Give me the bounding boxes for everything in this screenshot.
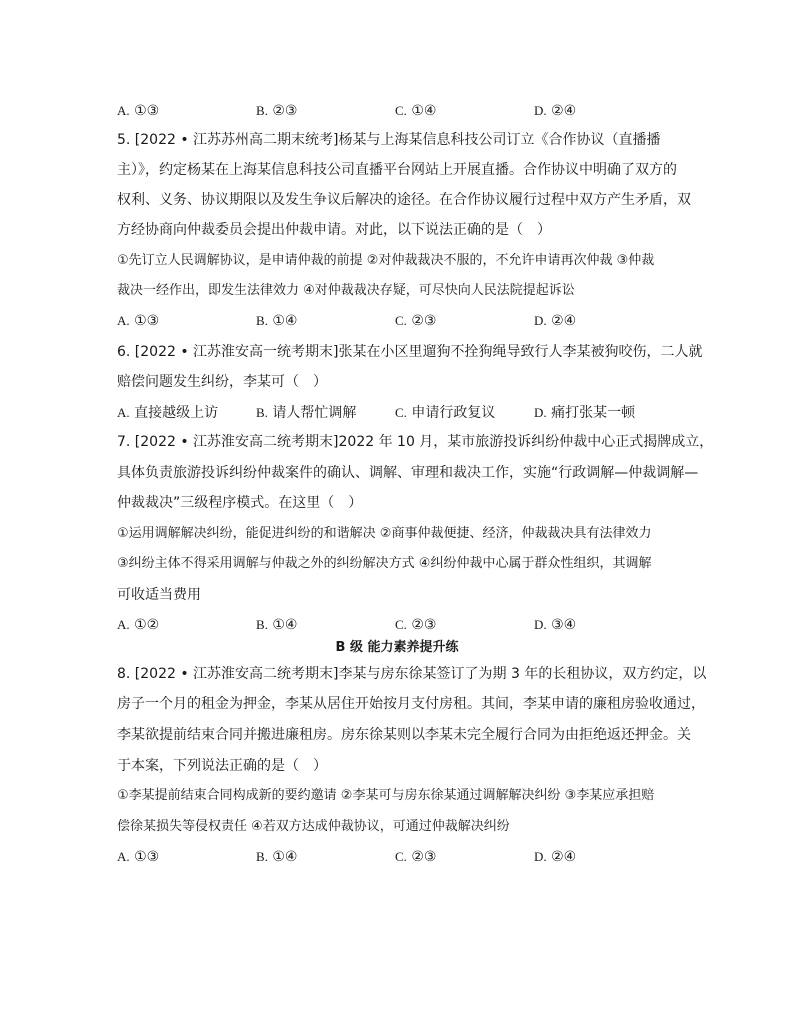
q7-stem-line: 仲裁裁决”三级程序模式。在这里（ ） (117, 495, 363, 511)
q5-option-a[interactable]: A. ①③ (117, 313, 160, 329)
q8-option-b[interactable]: B. ①④ (256, 849, 298, 865)
q8-stem-line: 8. [2022 • 江苏淮安高二统考期末]李某与房东徐某签订了为期 3 年的长租协议，双方约定，以 (117, 666, 707, 682)
q4-option-d[interactable]: D. ②④ (534, 103, 577, 119)
q6-option-c[interactable]: C. 申请行政复议 (395, 405, 496, 421)
q5-stem-line: 方经协商向仲裁委员会提出仲裁申请。对此，以下说法正确的是（ ） (117, 222, 551, 238)
q8-option-a[interactable]: A. ①③ (117, 849, 160, 865)
q5-stem-line: 主）》，约定杨某在上海某信息科技公司直播平台网站上开展直播。合作协议中明确了双方的 (117, 162, 677, 178)
q5-option-b[interactable]: B. ①④ (256, 313, 298, 329)
q7-statement-line: ③纠纷主体不得采用调解与仲裁之外的纠纷解决方式 ④纠纷仲裁中心属于群众性组织，其调解 (117, 556, 652, 571)
q5-option-d[interactable]: D. ②④ (534, 313, 577, 329)
q6-stem-line: 6. [2022 • 江苏淮安高一统考期末]张某在小区里遛狗不拴狗绳导致行人李某被狗咬伤，二人就 (117, 344, 703, 360)
q5-option-c[interactable]: C. ②③ (395, 313, 437, 329)
q5-options (117, 311, 677, 331)
q7-statement-line: 可收适当费用 (117, 587, 201, 603)
q7-stem-line: 7. [2022 • 江苏淮安高二统考期末]2022 年 10 月，某市旅游投诉纠纷仲裁中心正式揭牌成立， (117, 434, 714, 450)
q6-option-d[interactable]: D. 痛打张某一顿 (534, 405, 636, 421)
q8-option-d[interactable]: D. ②④ (534, 849, 577, 865)
q7-option-b[interactable]: B. ①④ (256, 617, 298, 633)
q6-stem-line: 赔偿问题发生纠纷，李某可（ ） (117, 374, 327, 390)
q6-option-b[interactable]: B. 请人帮忙调解 (256, 405, 357, 421)
section-heading: B 级 能力素养提升练 (335, 640, 459, 655)
q7-option-a[interactable]: A. ①② (117, 617, 160, 633)
q4-option-a[interactable]: A. ①③ (117, 103, 160, 119)
q6-options (117, 403, 677, 423)
q4-option-c[interactable]: C. ①④ (395, 103, 437, 119)
q5-statement-line: ①先订立人民调解协议，是申请仲裁的前提 ②对仲裁裁决不服的，不允许申请再次仲裁 ③仲裁 (117, 253, 655, 268)
q7-option-c[interactable]: C. ②③ (395, 617, 437, 633)
q7-statement-line: ①运用调解解决纠纷，能促进纠纷的和谐解决 ②商事仲裁便捷、经济，仲裁裁决具有法律效力 (117, 526, 652, 541)
q8-statement-line: ①李某提前结束合同构成新的要约邀请 ②李某可与房东徐某通过调解解决纠纷 ③李某应承担赔 (117, 788, 655, 803)
q4-options (117, 101, 677, 121)
q7-stem-line: 具体负责旅游投诉纠纷仲裁案件的确认、调解、审理和裁决工作，实施“行政调解—仲裁调解— (117, 465, 699, 481)
q8-statement-line: 偿徐某损失等侵权责任 ④若双方达成仲裁协议，可通过仲裁解决纠纷 (117, 819, 510, 834)
q6-option-a[interactable]: A. 直接越级上访 (117, 405, 219, 421)
q5-stem-line: 权利、义务、协议期限以及发生争议后解决的途径。在合作协议履行过程中双方产生矛盾，双 (117, 192, 691, 208)
q8-option-c[interactable]: C. ②③ (395, 849, 437, 865)
q7-options (117, 615, 677, 635)
q4-option-b[interactable]: B. ②③ (256, 103, 298, 119)
q5-statement-line: 裁决一经作出，即发生法律效力 ④对仲裁裁决存疑，可尽快向人民法院提起诉讼 (117, 283, 575, 298)
q8-stem-line: 房子一个月的租金为押金，李某从居住开始按月支付房租。其间，李某申请的廉租房验收通过， (117, 696, 705, 712)
q5-stem-line: 5. [2022 • 江苏苏州高二期末统考]杨某与上海某信息科技公司订立《合作协议（直播播 (117, 132, 661, 148)
q7-option-d[interactable]: D. ③④ (534, 617, 577, 633)
q8-options (117, 847, 677, 867)
q8-stem-line: 李某欲提前结束合同并搬进廉租房。房东徐某则以李某未完全履行合同为由拒绝返还押金。关 (117, 727, 691, 743)
q8-stem-line: 于本案，下列说法正确的是（ ） (117, 758, 327, 774)
